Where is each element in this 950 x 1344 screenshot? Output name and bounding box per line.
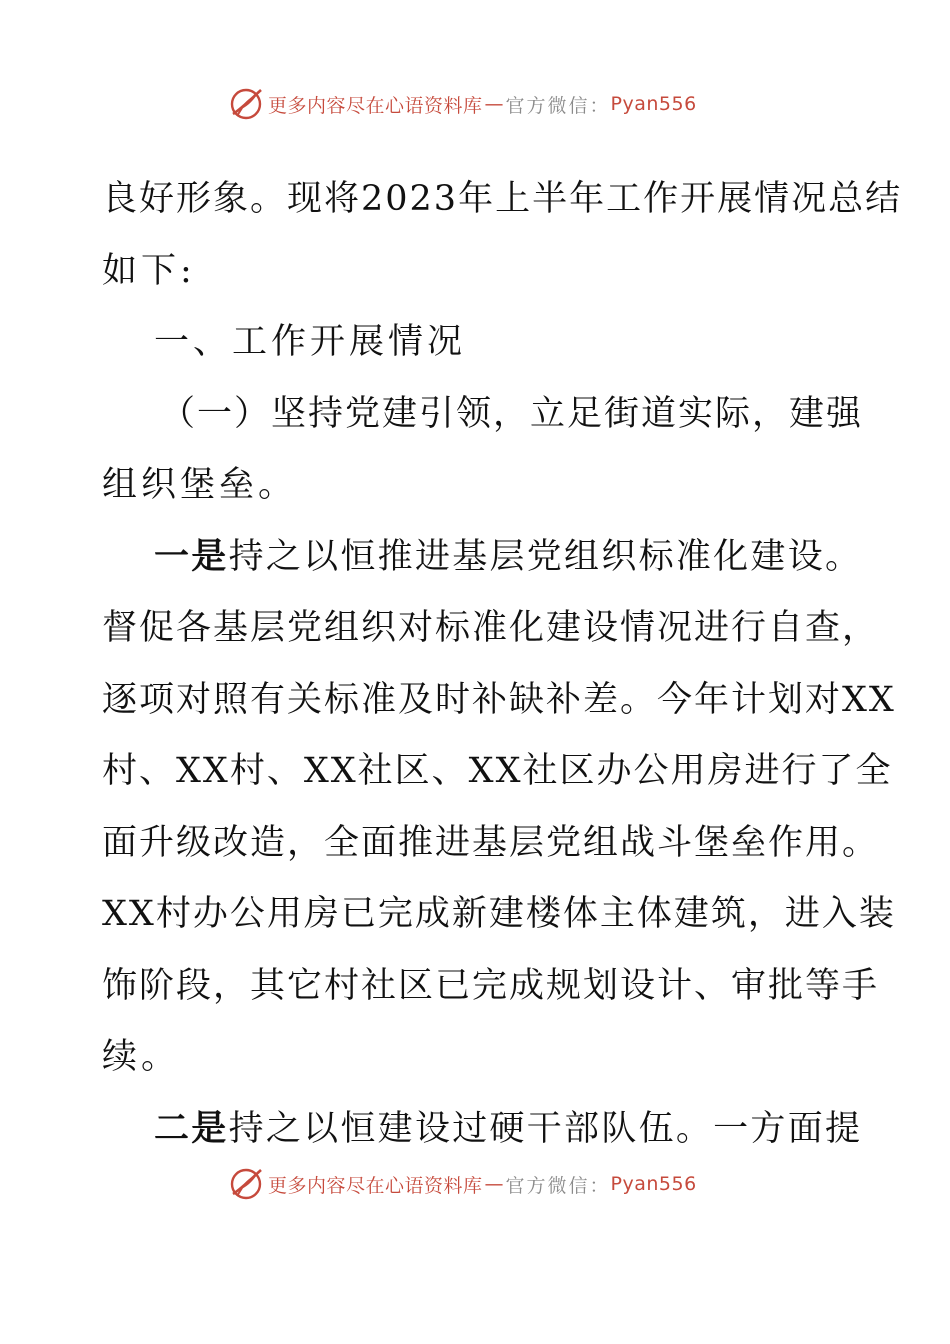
body-line: 如下:	[102, 250, 196, 291]
paragraph-line: 逐项对照有关标准及时补缺补差。今年计划对XX	[102, 679, 896, 720]
section-heading: 一、工作开展情况	[154, 322, 467, 362]
banner-main-text: 更多内容尽在心语资料库	[268, 94, 483, 117]
header-watermark-banner	[228, 84, 697, 124]
paragraph-line	[102, 1094, 862, 1166]
paragraph-line	[102, 522, 862, 594]
paragraph-line: XX村办公用房已完成新建楼体主体建筑，进入装	[102, 894, 896, 934]
paragraph-lead: 二是	[154, 1108, 229, 1149]
banner-dash: —	[484, 1173, 504, 1195]
banner-official-label: 官方微信：	[505, 94, 611, 117]
footer-watermark-banner	[228, 1164, 697, 1204]
banner-main-text: 更多内容尽在心语资料库	[268, 1174, 483, 1197]
quill-pen-logo-icon	[228, 86, 264, 122]
paragraph-line: 面升级改造，全面推进基层党组战斗堡垒作用。	[102, 822, 880, 863]
paragraph-line: 续。	[102, 1037, 181, 1077]
document-body	[102, 164, 903, 1165]
paragraph-line: 督促各基层党组织对标准化建设情况进行自查，	[102, 608, 880, 648]
subsection-heading-cont: 组织堡垒。	[102, 465, 298, 505]
paragraph-text: 持之以恒推进基层党组织标准化建设。	[228, 536, 862, 577]
paragraph-lead: 一是	[154, 536, 229, 577]
banner-official-label: 官方微信：	[505, 1174, 611, 1197]
paragraph-text: 持之以恒建设过硬干部队伍。一方面提	[228, 1108, 862, 1149]
quill-pen-logo-icon	[228, 1166, 264, 1202]
subsection-heading: （一）坚持党建引领，立足街道实际，建强	[160, 393, 864, 434]
banner-wechat-id: Pyan556	[610, 1173, 697, 1195]
paragraph-line: 村、XX村、XX社区、XX社区办公用房进行了全	[102, 751, 893, 791]
banner-wechat-id: Pyan556	[610, 93, 697, 115]
body-line: 良好形象。现将2023年上半年工作开展情况总结	[102, 179, 903, 219]
paragraph-line: 饰阶段，其它村社区已完成规划设计、审批等手	[102, 965, 880, 1006]
banner-dash: —	[484, 93, 504, 115]
